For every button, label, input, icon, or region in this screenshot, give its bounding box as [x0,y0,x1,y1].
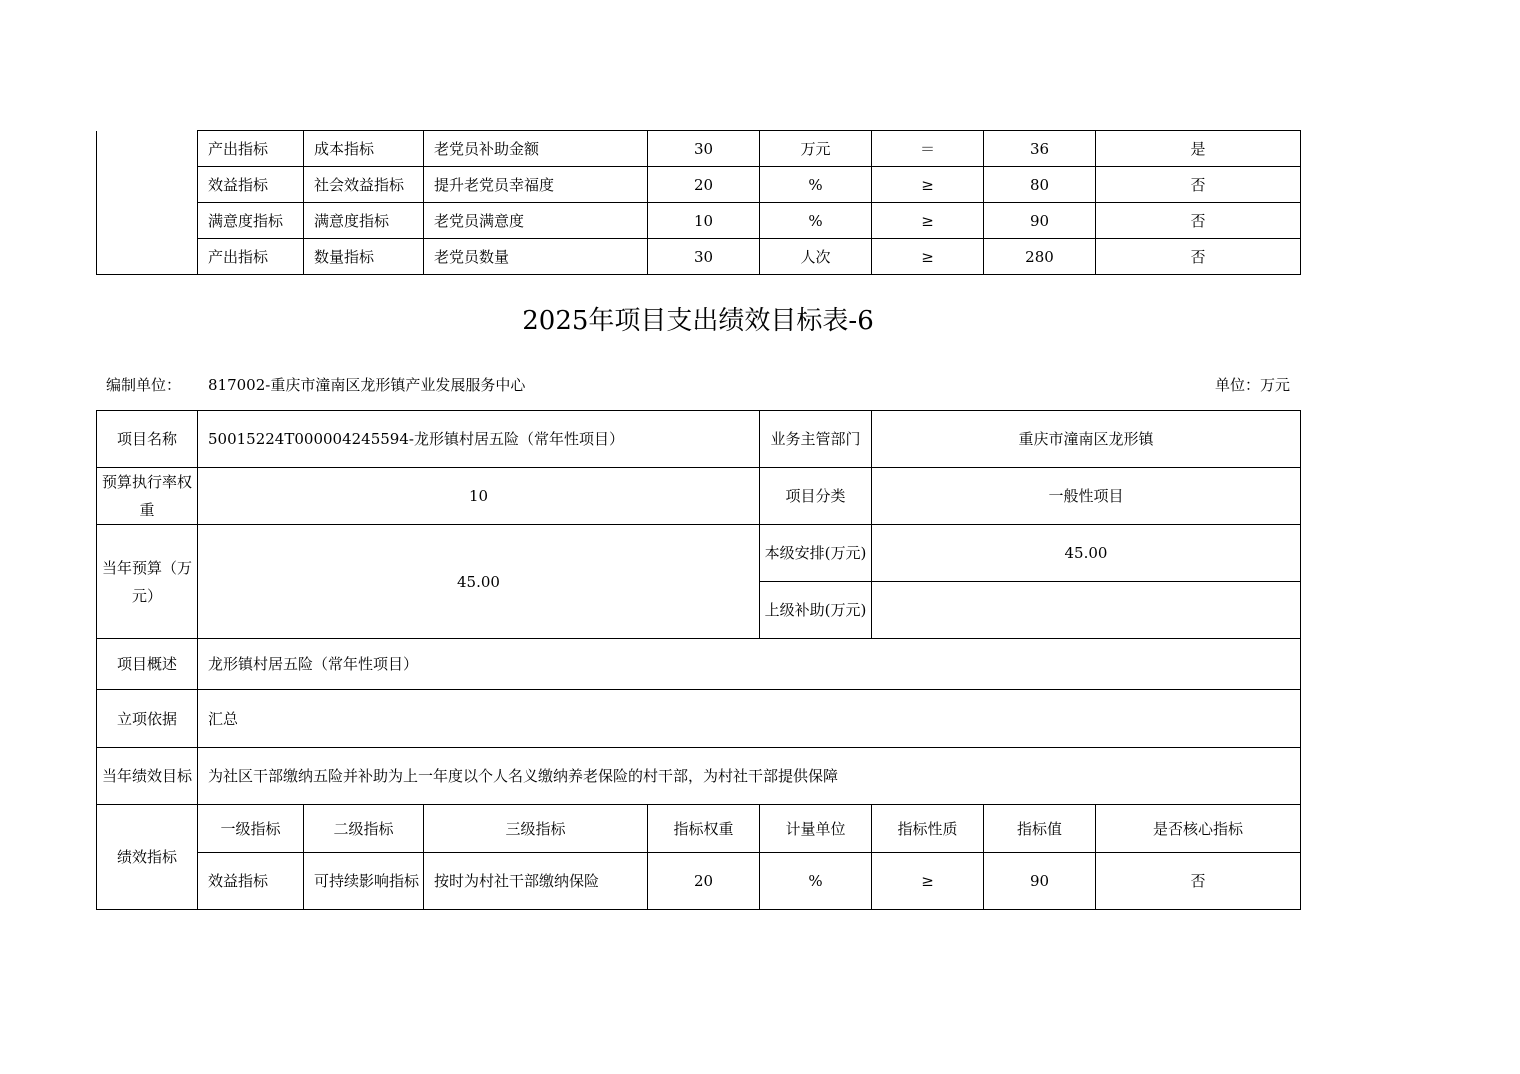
value-cell: 80 [984,167,1096,203]
level1-cell: 产出指标 [198,131,304,167]
value-cell: 90 [984,853,1096,910]
budget-label: 当年预算（万元） [97,525,198,639]
category-value: 一般性项目 [872,468,1301,525]
core-cell: 否 [1096,203,1301,239]
level1-cell: 满意度指标 [198,203,304,239]
money-unit-label: 单位：万元 [1214,376,1290,394]
value-cell: 280 [984,239,1096,275]
category-label: 项目分类 [760,468,872,525]
budget-value: 45.00 [198,525,760,639]
upper-subsidy-value [872,582,1301,639]
exec-rate-label: 预算执行率权重 [97,468,198,525]
table-row [97,468,1301,525]
table-row [97,690,1301,748]
level3-cell: 老党员补助金额 [424,131,648,167]
page-title: 2025年项目支出绩效目标表-6 [522,306,874,336]
column-header: 一级指标 [198,805,304,853]
nature-cell: ＝ [872,131,984,167]
column-header: 三级指标 [424,805,648,853]
local-budget-label: 本级安排(万元) [760,525,872,582]
exec-rate-value: 10 [198,468,760,525]
table-row [97,639,1301,690]
level2-cell: 满意度指标 [304,203,424,239]
indicator-label-cell [97,131,198,275]
unit-cell: % [760,167,872,203]
table-row [97,525,1301,582]
level2-cell: 数量指标 [304,239,424,275]
core-cell: 否 [1096,239,1301,275]
unit-cell: % [760,203,872,239]
compiler-unit-value: 817002-重庆市潼南区龙形镇产业发展服务中心 [208,376,526,394]
column-header: 计量单位 [760,805,872,853]
unit-cell: % [760,853,872,910]
nature-cell: ≥ [872,239,984,275]
weight-cell: 30 [648,239,760,275]
project-name-label: 项目名称 [97,411,198,468]
weight-cell: 20 [648,167,760,203]
level3-cell: 按时为村社干部缴纳保险 [424,853,648,910]
level3-cell: 提升老党员幸福度 [424,167,648,203]
table-row [97,853,1301,910]
nature-cell: ≥ [872,167,984,203]
core-cell: 否 [1096,853,1301,910]
upper-subsidy-label: 上级补助(万元) [760,582,872,639]
nature-cell: ≥ [872,853,984,910]
goal-label: 当年绩效目标 [97,748,198,805]
core-cell: 否 [1096,167,1301,203]
dept-label: 业务主管部门 [760,411,872,468]
core-cell: 是 [1096,131,1301,167]
level3-cell: 老党员满意度 [424,203,648,239]
table-row [97,203,1301,239]
unit-cell: 万元 [760,131,872,167]
column-header: 指标值 [984,805,1096,853]
table-row [97,131,1301,167]
level1-cell: 效益指标 [198,167,304,203]
unit-cell: 人次 [760,239,872,275]
overview-label: 项目概述 [97,639,198,690]
project-name-value: 50015224T000004245594-龙形镇村居五险（常年性项目） [198,411,760,468]
basis-value: 汇总 [198,690,1301,748]
weight-cell: 10 [648,203,760,239]
level2-cell: 社会效益指标 [304,167,424,203]
nature-cell: ≥ [872,203,984,239]
overview-value: 龙形镇村居五险（常年性项目） [198,639,1301,690]
table-row [97,748,1301,805]
level2-cell: 可持续影响指标 [304,853,424,910]
column-header: 二级指标 [304,805,424,853]
dept-value: 重庆市潼南区龙形镇 [872,411,1301,468]
weight-cell: 30 [648,131,760,167]
table-row [97,167,1301,203]
local-budget-value: 45.00 [872,525,1301,582]
basis-label: 立项依据 [97,690,198,748]
level1-cell: 产出指标 [198,239,304,275]
value-cell: 90 [984,203,1096,239]
value-cell: 36 [984,131,1096,167]
level3-cell: 老党员数量 [424,239,648,275]
column-header: 是否核心指标 [1096,805,1301,853]
table-row [97,239,1301,275]
indicator-label: 绩效指标 [97,805,198,910]
goal-value: 为社区干部缴纳五险并补助为上一年度以个人名义缴纳养老保险的村干部，为村社干部提供保障 [198,748,1301,805]
level2-cell: 成本指标 [304,131,424,167]
previous-indicator-table [96,130,1301,275]
column-header: 指标权重 [648,805,760,853]
column-header: 指标性质 [872,805,984,853]
level1-cell: 效益指标 [198,853,304,910]
table-row [97,411,1301,468]
compiler-unit-label: 编制单位： [106,376,182,394]
table-row [97,805,1301,853]
performance-target-table [96,410,1301,910]
weight-cell: 20 [648,853,760,910]
